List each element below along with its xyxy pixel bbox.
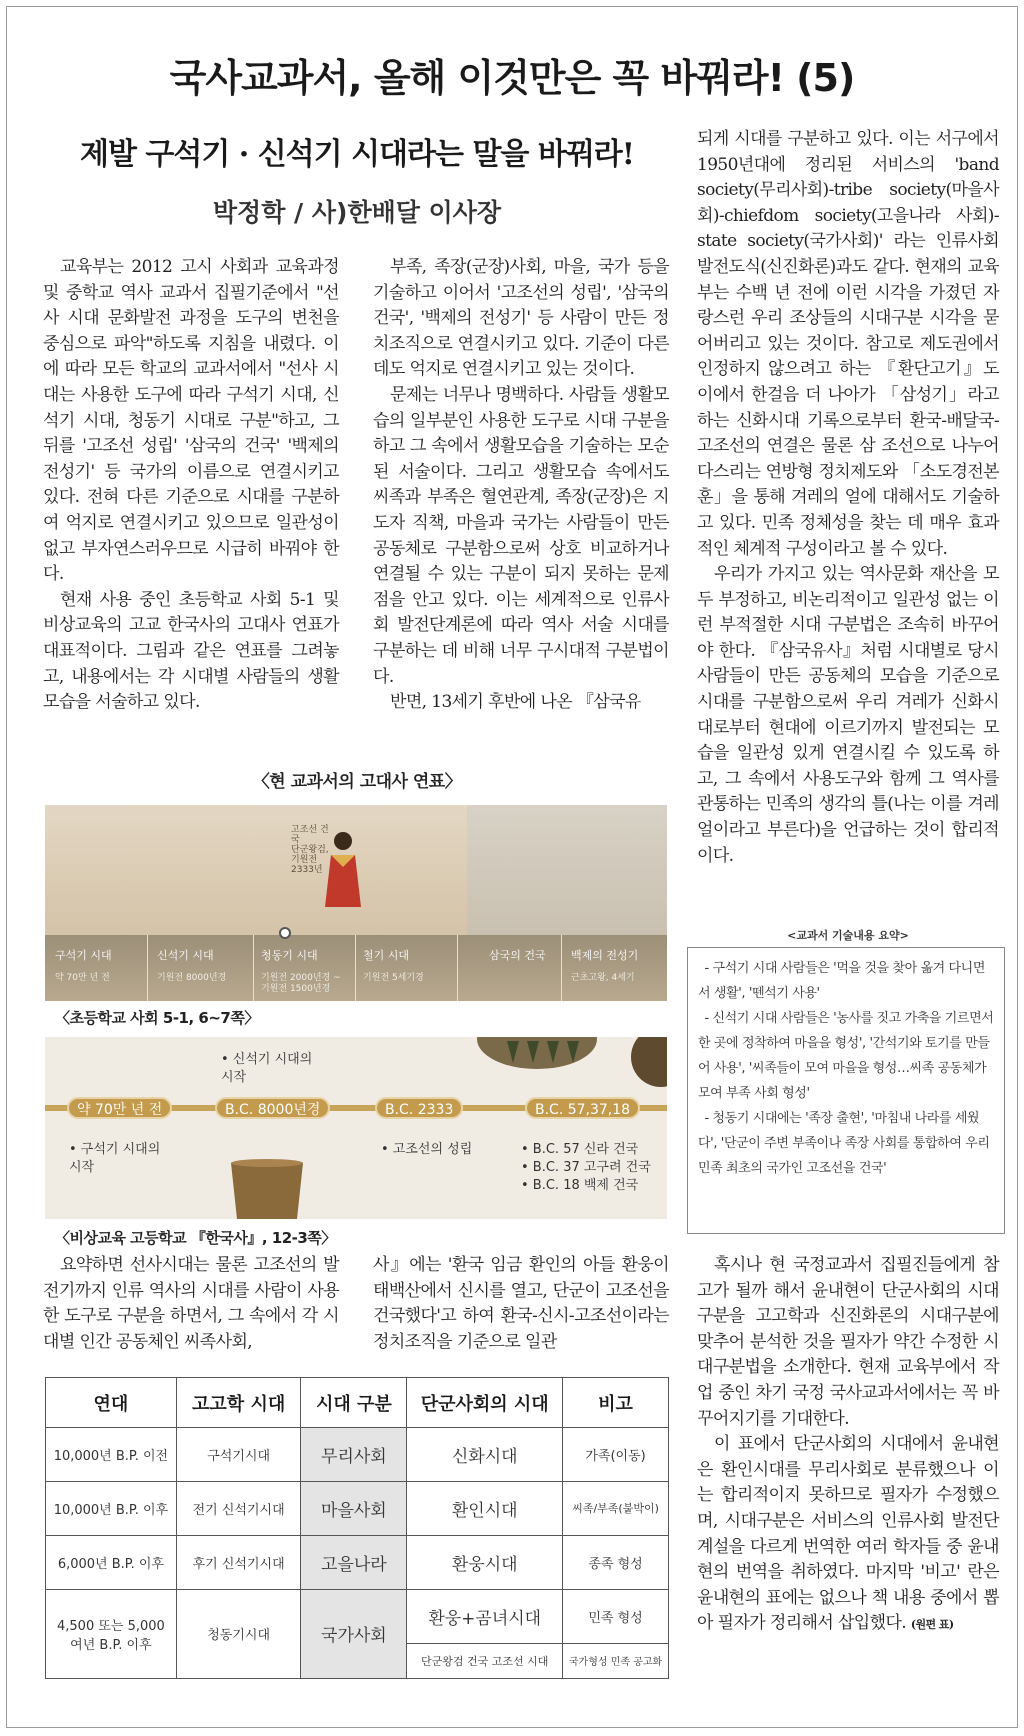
paragraph: 요약하면 선사시대는 물론 고조선의 발전기까지 인류 역사의 시대를 사람이 사용한 도구로 구분을 하면서, 그 속에서 각 시대별 인간 공동체인 씨족사회, [43, 1255, 339, 1352]
column-header: 연대 [46, 1378, 177, 1428]
paragraph-text: 이 표에서 단군사회의 시대에서 윤내현은 환인시대를 무리사회로 분류했으나 이는 합리적이지 못하므로 필자가 수정했으며, 시대구분은 서비스의 인류사회 발전단계설을 다르게 번역한 여러 학자들 중 윤내현의 번역을 취하였다. 마지막 '비고' 란은 윤내현의 표에는 없으나 책 내용 중에서 뽑아 필자가 정리해서 삽입했다. [697, 1434, 999, 1634]
kingdom-note: • B.C. 57 신라 건국 [521, 1142, 639, 1157]
table-cell: 구석기시대 [176, 1428, 301, 1482]
divider [147, 935, 148, 1001]
newspaper-page [6, 6, 1018, 1728]
subtitle: 제발 구석기 · 신석기 시대라는 말을 바꿔라! [80, 137, 634, 172]
table-cell: 환웅+곰녀시대 [407, 1589, 563, 1643]
era-comparison-table [45, 1377, 669, 1679]
era-name: 철기 시대 [363, 949, 410, 962]
table-header-row [46, 1378, 669, 1428]
timeline-date: B.C. 2333 [375, 1097, 463, 1119]
table-cell: 단군왕검 건국 고조선 시대 [407, 1643, 563, 1678]
table-cell: 씨족/부족(붙박이) [563, 1481, 669, 1535]
figure-caption-1: 〈초등학교 사회 5-1, 6~7쪽〉 [55, 1009, 259, 1027]
article-column-2 [373, 255, 669, 716]
table-cell: 10,000년 B.P. 이후 [46, 1481, 177, 1535]
gojoseon-note: • 고조선의 성립 [381, 1142, 473, 1157]
era-date: 근초고왕, 4세기 [571, 973, 635, 983]
author-byline: 박정학 / 사)한배달 이사장 [212, 198, 502, 227]
pottery-illustration [631, 1037, 667, 1087]
label-sub: 단군왕검, 기원전 2333년 [291, 845, 329, 875]
era-date: 기원전 2000년경 ~ 기원전 1500년경 [261, 973, 341, 994]
table-row [46, 1589, 669, 1643]
table-cell: 4,500 또는 5,000 여년 B.P. 이후 [46, 1589, 177, 1678]
article-column-1 [43, 255, 339, 716]
era-name: 삼국의 건국 [489, 949, 546, 962]
textbook-summary-box [687, 947, 1005, 1234]
table-source-note: (원편 표) [910, 1618, 954, 1632]
divider [561, 935, 562, 1001]
paragraph: 우리가 가지고 있는 역사문화 재산을 모두 부정하고, 비논리적이고 일관성 없는 이런 부적절한 시대 구분법은 조속히 바꾸어야 한다. 『삼국유사』처럼 시대별로 당시 사람들이 만든 공동체의 모습을 기준으로 시대를 구분함으로써 우리 겨레가 신화시대로부터 현대에 이르기까지 발전되는 모습을 일관성 있게 연결시킬 수 있도록 하고, 그 속에서 사용도구와 함께 그 역사를 관통하는 민족의 생각의 틀(나는 이를 겨레 얼이라고 부른다)을 언급하는 것이 합리적이다. [697, 564, 999, 866]
kingdom-note: • B.C. 37 고구려 건국 [521, 1160, 651, 1175]
column-header: 비고 [563, 1378, 669, 1428]
table-cell: 10,000년 B.P. 이전 [46, 1428, 177, 1482]
summary-title: <교과서 기술내용 요약> [787, 929, 909, 942]
paragraph: 문제는 너무나 명백하다. 사람들 생활모습의 일부분인 사용한 도구로 시대 구분을 하고 그 속에서 생활모습을 기술하는 모순된 서술이다. 그리고 생활모습 속에서도 씨족과 부족은 혈연관계, 족장(군장)은 지도자 직책, 마을과 국가는 사람들이 만든 공동체로 구분함으로써 상호 비교하거나 연결될 수 있는 구분이 되지 못하는 문제점을 안고 있다. 이는 세계적으로 인류사회 발전단계론에 따라 역사 서술 시대를 구분하는 데 비해 너무 구시대적 구분법이다. [373, 384, 669, 687]
summary-item: - 신석기 시대 사람들은 '농사를 짓고 가축을 기르면서 한 곳에 정착하여 마을을 형성', '간석기와 토기를 만들어 사용', '씨족들이 모여 마을을 형성…씨족 공동체가 모여 부족 사회 형성' [698, 1011, 994, 1101]
table-cell: 6,000년 B.P. 이후 [46, 1535, 177, 1589]
elementary-timeline-image [45, 805, 667, 1001]
paleolithic-note: • 구석기 시대의 시작 [69, 1142, 161, 1175]
paragraph: 사』에는 '환국 임금 환인의 아들 환웅이 태백산에서 신시를 열고, 단군이 고조선을 건국했다'고 하여 환국-신시-고조선이라는 정치조직을 기준으로 일관 [373, 1255, 669, 1352]
timeline-date: 약 70만 년 전 [67, 1097, 172, 1119]
era-name: 백제의 전성기 [571, 949, 639, 962]
era-name: 구석기 시대 [55, 949, 112, 962]
paragraph: 교육부는 2012 고시 사회과 교육과정 및 중학교 역사 교과서 집필기준에서 "선사 시대 문화발전 과정을 도구의 변천을 중심으로 파악"하도록 지침을 내렸다. 이에 따라 모든 학교의 교과서에서 "선사 시대는 사용한 도구에 따라 구석기 시대, 신석기 시대, 청동기 시대로 구분"하고, 그 뒤를 '고조선 성립' '삼국의 건국' '백제의 전성기' 등 국가의 이름으로 연결시키고 있다. 전혀 다른 기준으로 시대를 구분하여 억지로 연결시키고 있으므로 일관성이 없고 부자연스러우므로 시급히 바꿔야 한다. [43, 257, 339, 585]
table-cell: 무리사회 [301, 1428, 407, 1482]
table-row [46, 1535, 669, 1589]
table-cell: 환인시대 [407, 1481, 563, 1535]
table-cell: 국가형성 민족 공고화 [563, 1643, 669, 1678]
table-cell: 민족 형성 [563, 1589, 669, 1643]
table-cell: 마을사회 [301, 1481, 407, 1535]
paragraph: 반면, 13세기 후반에 나온 『삼국유 [390, 692, 641, 713]
bronze-vessel-illustration [227, 1159, 307, 1219]
table-row [46, 1428, 669, 1482]
era-date: 기원전 8000년경 [157, 973, 227, 983]
background-panel [467, 805, 667, 935]
divider [457, 935, 458, 1001]
table-cell: 청동기시대 [176, 1589, 301, 1678]
article-column-5 [373, 1253, 669, 1355]
divider [355, 935, 356, 1001]
article-column-6 [697, 1253, 999, 1638]
paragraph: 혹시나 현 국정교과서 집필진들에게 참고가 될까 해서 윤내현이 단군사회의 시대구분을 고고학과 신진화론의 시대구분에 맞추어 분석한 것을 필자가 약간 수정한 시대구분법을 소개한다. 현재 교육부에서 작업 중인 차기 국정 국사교과서에서는 꼭 바꾸어지기를 기대한다. [697, 1255, 999, 1429]
table-cell: 후기 신석기시대 [176, 1535, 301, 1589]
table-cell: 가족(이동) [563, 1428, 669, 1482]
summary-item: - 구석기 시대 사람들은 '먹을 것을 찾아 옮겨 다니면서 생활', '뗀석기 사용' [698, 961, 985, 1001]
figure-caption-2: 〈비상교육 고등학교 『한국사』, 12-3쪽〉 [55, 1229, 336, 1247]
column-header: 시대 구분 [301, 1378, 407, 1428]
table-cell: 환웅시대 [407, 1535, 563, 1589]
table-cell: 종족 형성 [563, 1535, 669, 1589]
timeline-marker [279, 927, 291, 939]
divider [253, 935, 254, 1001]
paragraph [697, 1432, 999, 1638]
era-date: 약 70만 년 전 [55, 973, 110, 983]
article-column-4 [43, 1253, 339, 1355]
label-title: 고조선 건국 [291, 825, 329, 845]
figure-title: 〈현 교과서의 고대사 연표〉 [252, 772, 462, 792]
timeline-date: B.C. 8000년경 [215, 1097, 330, 1119]
column-header: 단군사회의 시대 [407, 1378, 563, 1428]
paragraph: 부족, 족장(군장)사회, 마을, 국가 등을 기술하고 이어서 '고조선의 성립', '삼국의 건국', '백제의 전성기' 등 사람이 만든 정치조직으로 연결시키고 있다. 기준이 다른 데도 억지로 연결시키고 있는 것이다. [373, 257, 669, 380]
table-cell: 전기 신석기시대 [176, 1481, 301, 1535]
paragraph: 현재 사용 중인 초등학교 사회 5-1 및 비상교육의 고교 한국사의 고대사 연표가 대표적이다. 그림과 같은 연표를 그려놓고, 내용에서는 각 시대별 사람들의 생활 모습을 서술하고 있다. [43, 589, 339, 713]
article-column-3 [697, 127, 999, 869]
column-header: 고고학 시대 [176, 1378, 301, 1428]
table-row [46, 1481, 669, 1535]
kingdom-note: • B.C. 18 백제 건국 [521, 1178, 639, 1193]
leaf-artifact-illustration [477, 1037, 597, 1069]
table-cell: 국가사회 [301, 1589, 407, 1678]
neolithic-note: • 신석기 시대의 시작 [221, 1052, 313, 1085]
summary-item: - 청동기 시대에는 '족장 출현', '마침내 나라를 세웠다', '단군이 주변 부족이나 족장 사회를 통합하여 우리 민족 최초의 국가인 고조선을 건국' [698, 1111, 990, 1176]
timeline-date: B.C. 57,37,18 [525, 1097, 640, 1119]
highschool-timeline-image [45, 1037, 667, 1219]
headline: 국사교과서, 올해 이것만은 꼭 바꿔라! (5) [169, 56, 855, 100]
table-cell: 고을나라 [301, 1535, 407, 1589]
era-name: 청동기 시대 [261, 949, 318, 962]
gojoseon-founding-label [291, 825, 331, 875]
table-cell: 신화시대 [407, 1428, 563, 1482]
era-date: 기원전 5세기경 [363, 973, 424, 983]
paragraph: 되게 시대를 구분하고 있다. 이는 서구에서 1950년대에 정리된 서비스의 'band society(무리사회)-tribe society(마을사회)-chiefdom society(고을나라 사회)-state society(국가사회)' 라는 인류사회 발전도식(신진화론)과도 같다. 현재의 교육부는 수백 년 전에 이런 시각을 가졌던 자랑스런 우리 조상들의 시대구분 시각을 묻어버리고 있는 것이다. 참고로 제도권에서 인정하지 않으려고 하는 『환단고기』도 이에서 한걸음 더 나아가 「삼성기」라고 하는 신화시대 기록으로부터 환국-배달국-고조선의 연결은 물론 삼 조선으로 나누어 다스리는 연방형 정치제도와 「소도경전본훈」을 통해 겨레의 얼에 대해서도 기술하고 있다. 민족 정체성을 찾는 데 매우 효과적인 체계적 구성이라고 볼 수 있다. [697, 129, 999, 559]
era-bar [45, 935, 667, 1001]
era-name: 신석기 시대 [157, 949, 214, 962]
